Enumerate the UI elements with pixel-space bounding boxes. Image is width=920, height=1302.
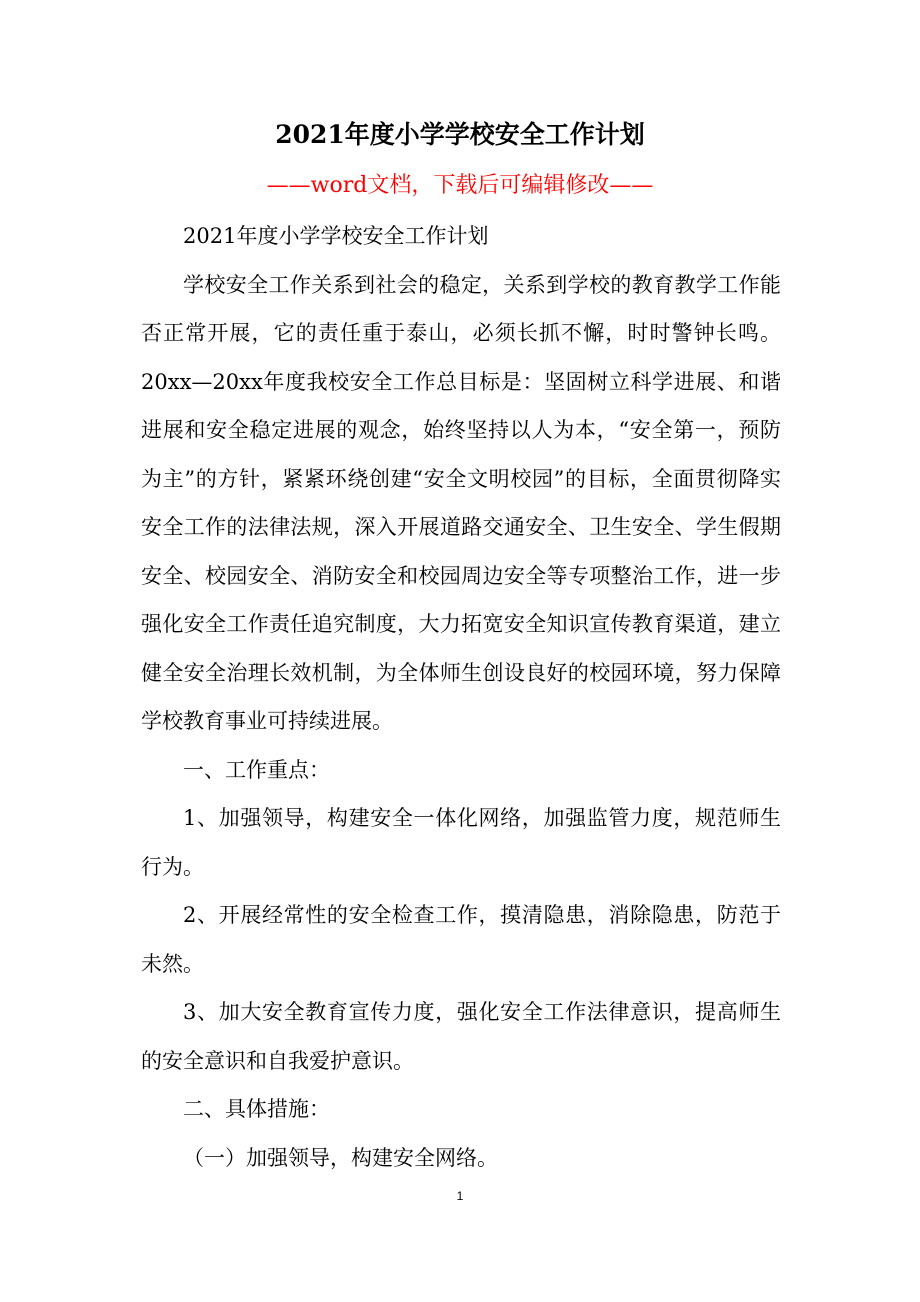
sub-heading-1: （一）加强领导，构建安全网络。 [183, 1145, 498, 1170]
list-item-3: 3、加大安全教育宣传力度，强化安全工作法律意识，提高师生的安全意识和自我爱护意识。 [141, 1000, 781, 1073]
section-heading-measures: 二、具体措施： [183, 1097, 330, 1121]
paragraph-intro: 学校安全工作关系到社会的稳定，关系到学校的教育教学工作能否正常开展，它的责任重于泰山，必须长抓不懈，时时警钟长鸣。20xx—20xx年度我校安全工作总目标是：坚固树立科学进展、和谐进展和安全稳定进展的观念，始终坚持以人为本，“安全第一，预防为主”的方针，紧紧环绕创建“安全文明校园”的目标，全面贯彻降实安全工作的法律法规，深入开展道路交通安全、卫生安全、学生假期安全、校园安全、消防安全和校园周边安全等专项整治工作，进一步强化安全工作责任追究制度，大力拓宽安全知识宣传教育渠道，建立健全安全治理长效机制，为全体师生创设良好的校园环境，努力保障学校教育事业可持续进展。 [141, 272, 781, 733]
page-number: 1 [456, 1189, 464, 1203]
document-title: 2021年度小学学校安全工作计划 [275, 120, 645, 149]
list-item-2: 2、开展经常性的安全检查工作，摸清隐患，消除隐患，防范于未然。 [141, 903, 781, 976]
section-heading-work-focus: 一、工作重点： [183, 757, 330, 782]
document-body [141, 212, 781, 1182]
document-subtitle: ——word文档，下载后可编辑修改—— [266, 173, 654, 198]
list-item-1: 1、加强领导，构建安全一体化网络，加强监管力度，规范师生行为。 [141, 806, 781, 879]
paragraph-heading: 2021年度小学学校安全工作计划 [183, 224, 489, 248]
